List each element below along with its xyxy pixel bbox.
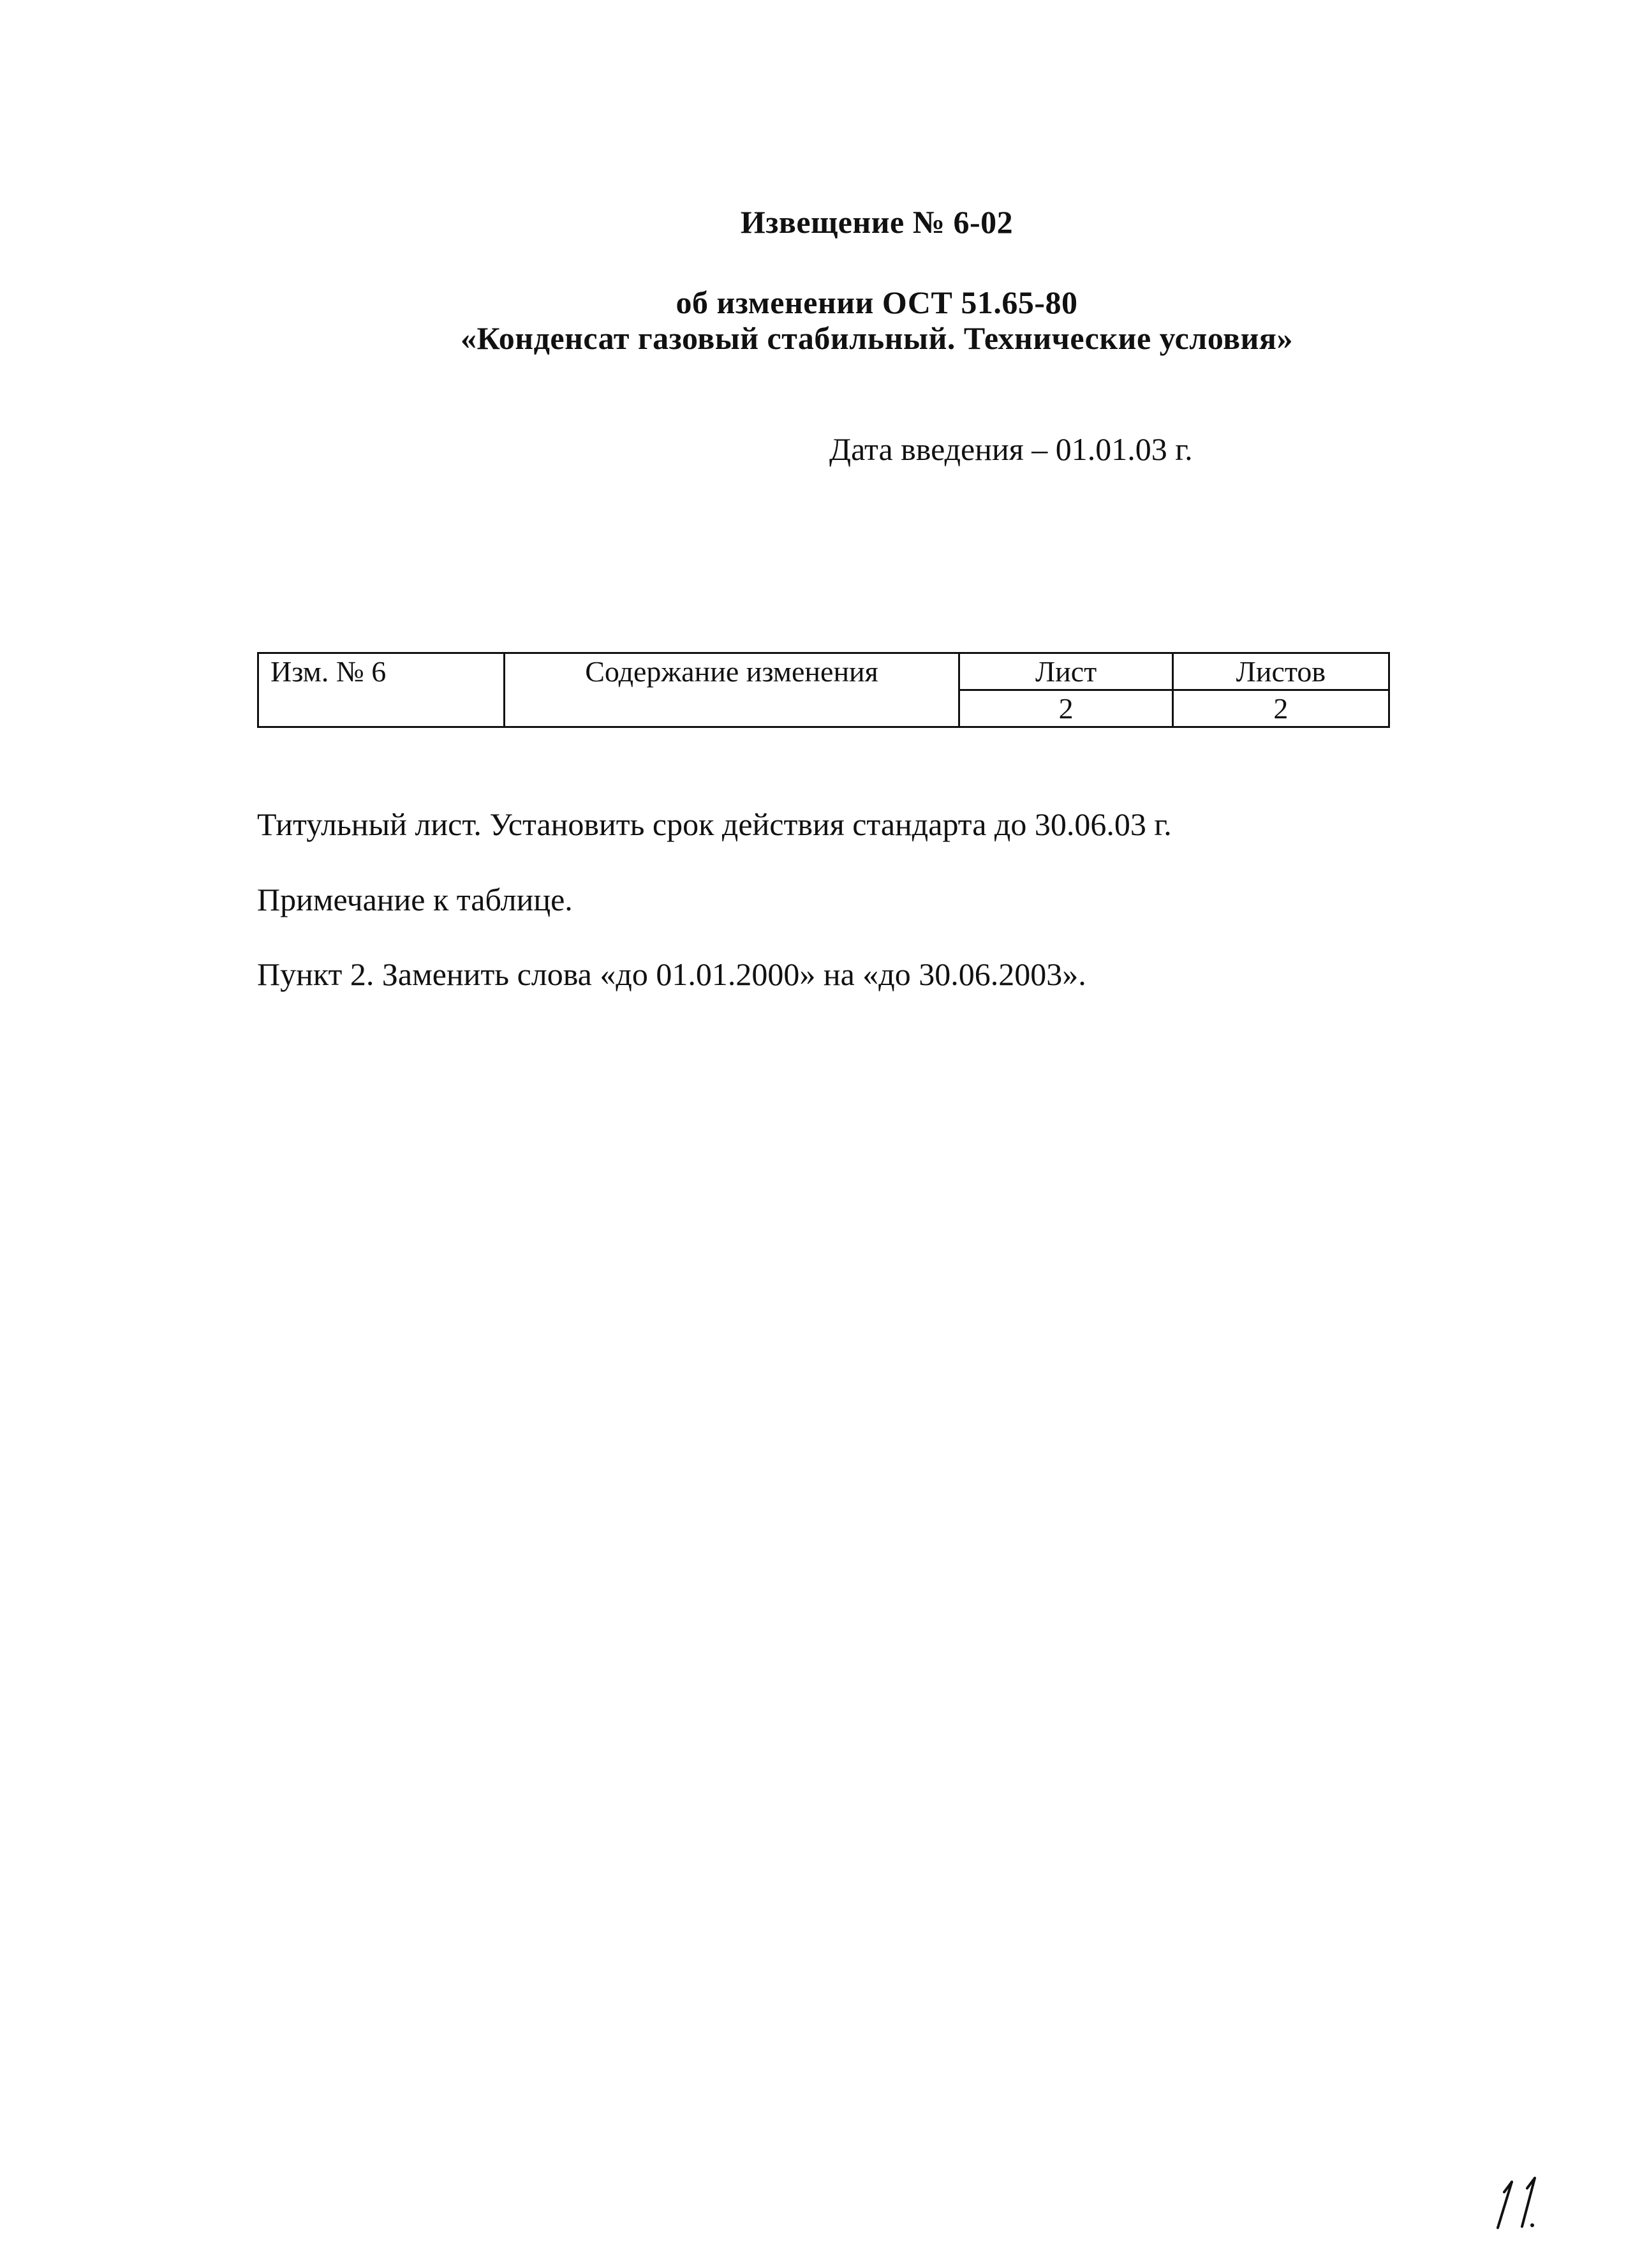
paragraph-table-note: Примечание к таблице. xyxy=(257,882,573,917)
sheet-header: Лист xyxy=(959,653,1172,690)
change-table xyxy=(257,652,1390,728)
change-content-header: Содержание изменения xyxy=(504,653,959,727)
handwritten-page-number xyxy=(1493,2169,1569,2233)
sheets-header: Листов xyxy=(1172,653,1389,690)
notice-heading: Извещение № 6-02 xyxy=(740,204,1014,240)
change-number-cell: Изм. № 6 xyxy=(258,653,505,727)
sheets-value: 2 xyxy=(1172,690,1389,727)
sheet-value: 2 xyxy=(959,690,1172,727)
paragraph-item-2: Пункт 2. Заменить слова «до 01.01.2000» на «до 30.06.2003». xyxy=(257,956,1086,992)
table-row xyxy=(258,653,1389,690)
effective-date: Дата введения – 01.01.03 г. xyxy=(829,431,1193,467)
standard-title: «Конденсат газовый стабильный. Технические условия» xyxy=(461,320,1293,356)
notice-subheading: об изменении ОСТ 51.65-80 xyxy=(676,285,1078,320)
paragraph-title-page: Титульный лист. Установить срок действия стандарта до 30.06.03 г. xyxy=(257,806,1172,842)
